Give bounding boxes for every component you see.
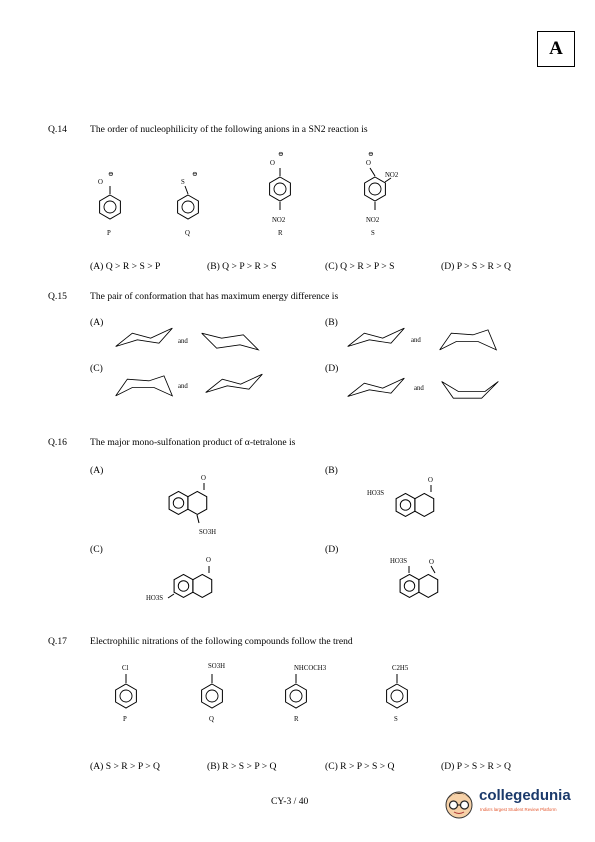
collegedunia-logo [437, 781, 579, 825]
tetralone-structure-c [172, 566, 224, 602]
substituent-label: SO3H [208, 663, 225, 670]
charge-symbol: ⊖ [192, 171, 198, 178]
compound-label-r: R [294, 716, 299, 723]
substituent-label: Cl [122, 665, 129, 672]
acetanilide-structure [284, 674, 308, 710]
q15-option-d-label[interactable]: (D) [325, 363, 339, 374]
compound-label-s: S [371, 230, 375, 237]
substituent-label: C2H5 [392, 665, 409, 672]
compound-label-r: R [278, 230, 283, 237]
q16-option-b-label[interactable]: (B) [325, 465, 338, 476]
oxygen-label: O [270, 160, 275, 167]
nitro-label: NO2 [272, 217, 286, 224]
chair-conformer [114, 326, 174, 352]
oxygen-label: O [206, 557, 211, 564]
chair-conformer-flipped [200, 326, 260, 352]
q15-option-c-label[interactable]: (C) [90, 363, 103, 374]
q17-text: Electrophilic nitrations of the following compounds follow the trend [90, 636, 353, 647]
thiophenoxide-structure [176, 186, 200, 220]
twist-boat-conformer [440, 376, 500, 402]
q17-number: Q.17 [48, 636, 67, 647]
oxygen-label: O [201, 475, 206, 482]
charge-symbol: ⊖ [278, 151, 284, 158]
chair-conformer [346, 326, 406, 352]
paper-code-badge: A [537, 31, 575, 67]
q15-text: The pair of conformation that has maximum energy difference is [90, 291, 339, 302]
chair-conformer [346, 376, 406, 402]
chair-conformer [204, 372, 264, 398]
mascot-icon [441, 785, 477, 821]
page-number: CY-3 / 40 [271, 796, 309, 807]
q16-option-d-label[interactable]: (D) [325, 544, 339, 555]
chlorobenzene-structure [114, 674, 138, 710]
q16-option-c-label[interactable]: (C) [90, 544, 103, 555]
q17-option-b[interactable]: (B) R > S > P > Q [207, 761, 277, 772]
charge-symbol: ⊖ [108, 171, 114, 178]
q16-option-a-label[interactable]: (A) [90, 465, 104, 476]
phenoxide-structure [98, 186, 122, 220]
compound-label-q: Q [185, 230, 190, 237]
compound-label-q: Q [209, 716, 214, 723]
so3h-label: SO3H [199, 529, 216, 536]
q17-option-d[interactable]: (D) P > S > R > Q [441, 761, 511, 772]
boat-conformer [438, 326, 498, 352]
tetralone-structure-a [167, 483, 219, 525]
and-text: and [411, 337, 421, 344]
q16-number: Q.16 [48, 437, 67, 448]
oxygen-label: O [98, 179, 103, 186]
compound-label-p: P [107, 230, 111, 237]
q14-option-c[interactable]: (C) Q > R > P > S [325, 261, 395, 272]
sulfur-label: S [181, 179, 185, 186]
q14-option-b[interactable]: (B) Q > P > R > S [207, 261, 277, 272]
substituent-label: NHCOCH3 [294, 665, 327, 672]
and-text: and [414, 385, 424, 392]
q16-text: The major mono-sulfonation product of α-tetralone is [90, 437, 296, 448]
q15-option-a-label[interactable]: (A) [90, 317, 104, 328]
tetralone-structure-b [394, 485, 446, 521]
q15-option-b-label[interactable]: (B) [325, 317, 338, 328]
oxygen-label: O [366, 160, 371, 167]
oxygen-label: O [429, 559, 434, 566]
brand-name: collegedunia [479, 787, 571, 804]
and-text: and [178, 338, 188, 345]
ho3s-label: HO3S [390, 558, 407, 565]
ethylbenzene-structure [385, 674, 409, 710]
brand-tagline: India's largest Student Review Platform [480, 807, 557, 812]
compound-label-p: P [123, 716, 127, 723]
compound-label-s: S [394, 716, 398, 723]
benzenesulfonic-acid-structure [200, 674, 224, 710]
q15-number: Q.15 [48, 291, 67, 302]
q14-option-d[interactable]: (D) P > S > R > Q [441, 261, 511, 272]
nitro-label: NO2 [385, 172, 399, 179]
tetralone-structure-d [398, 566, 450, 602]
ho3s-label: HO3S [367, 490, 384, 497]
q17-option-a[interactable]: (A) S > R > P > Q [90, 761, 160, 772]
and-text: and [178, 383, 188, 390]
boat-conformer [114, 372, 174, 398]
p-nitrophenoxide-structure [268, 168, 292, 218]
oxygen-label: O [428, 477, 433, 484]
q14-number: Q.14 [48, 124, 67, 135]
q14-option-a[interactable]: (A) Q > R > S > P [90, 261, 161, 272]
q14-text: The order of nucleophilicity of the following anions in a SN2 reaction is [90, 124, 368, 135]
ho3s-label: HO3S [146, 595, 163, 602]
charge-symbol: ⊖ [368, 151, 374, 158]
q17-option-c[interactable]: (C) R > P > S > Q [325, 761, 395, 772]
nitro-label: NO2 [366, 217, 380, 224]
